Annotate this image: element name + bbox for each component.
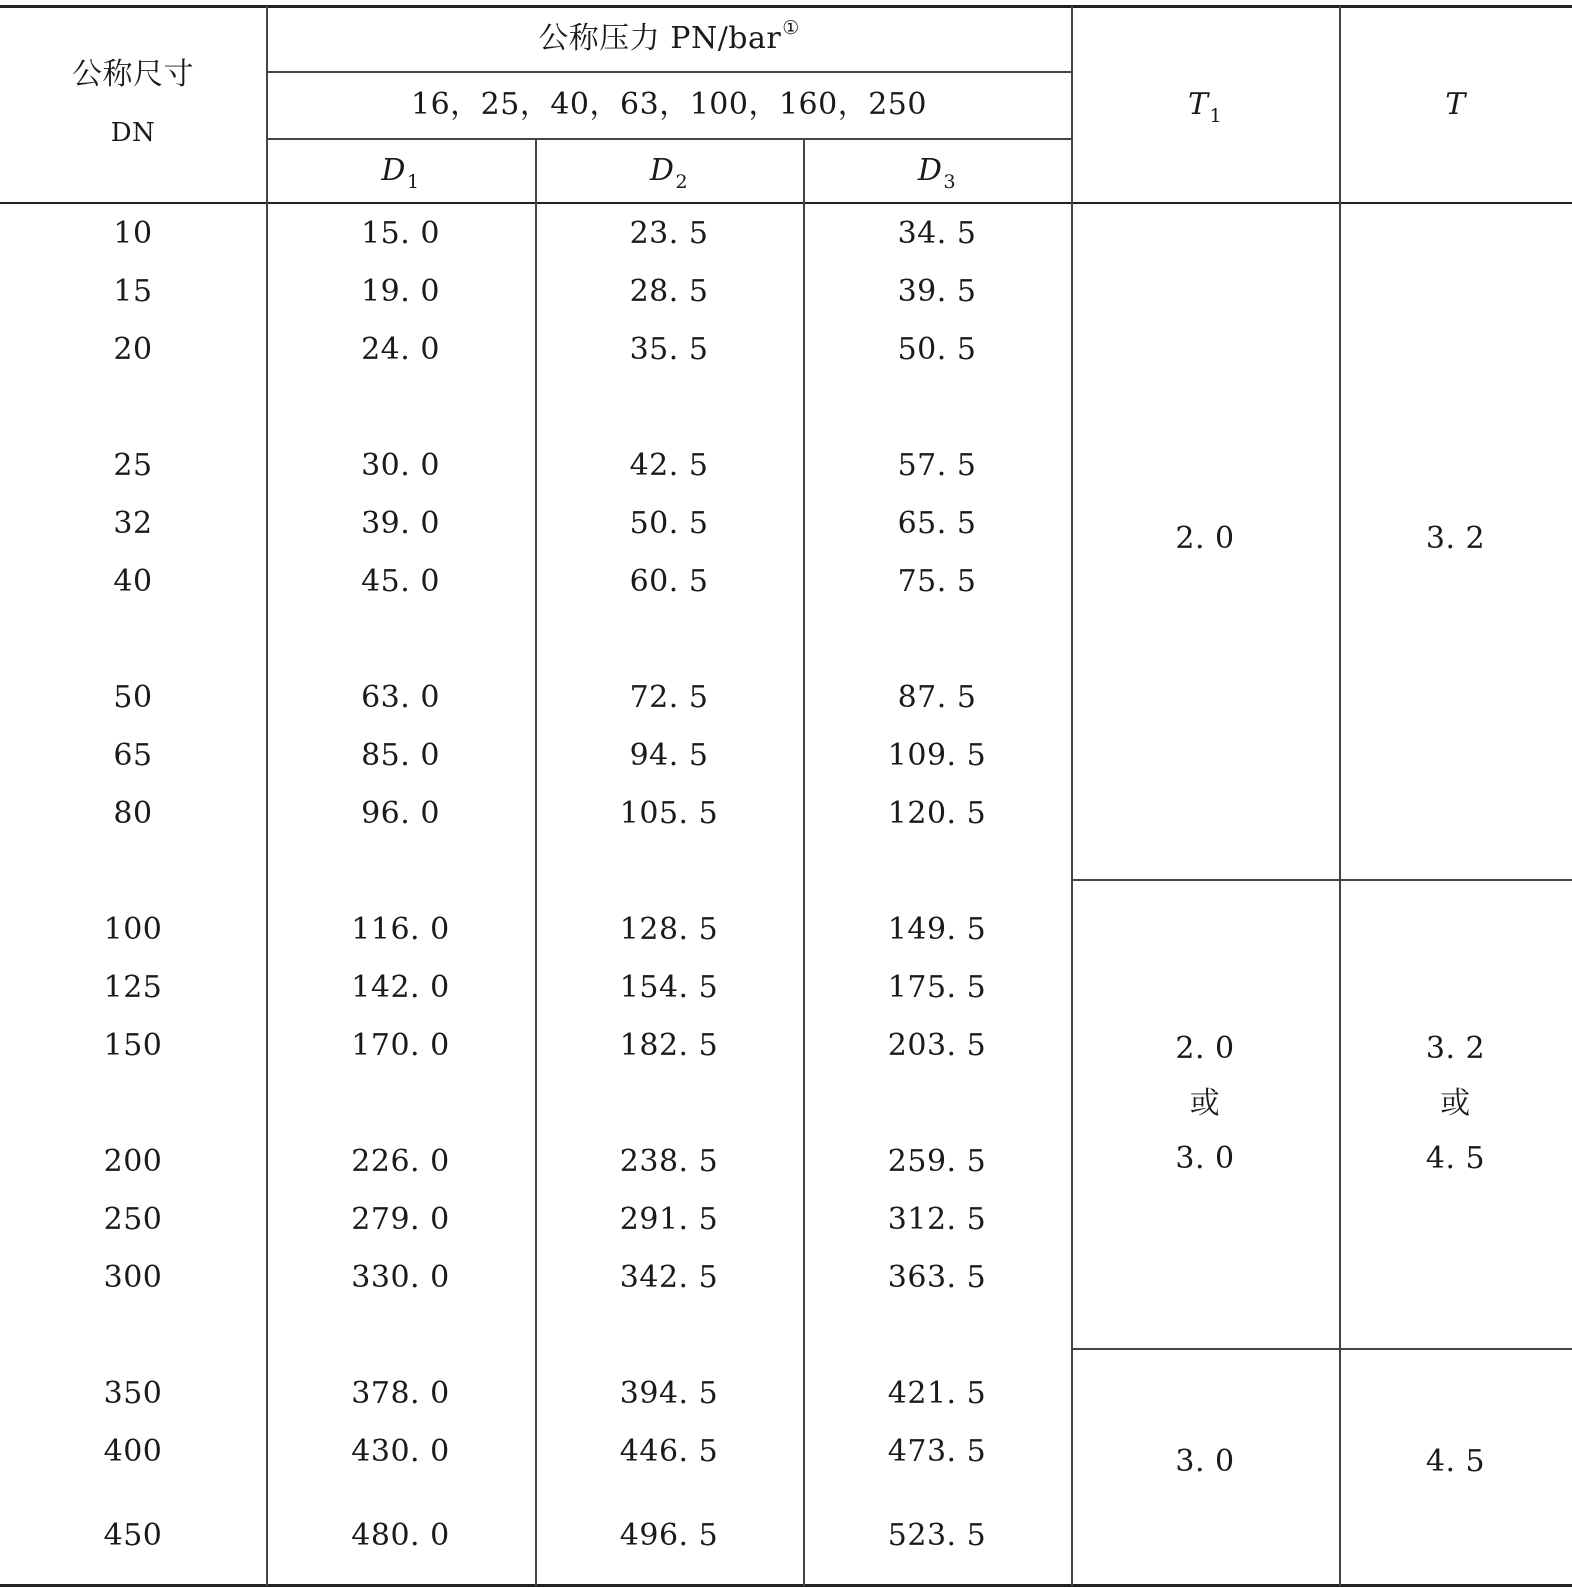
cell-d2: 182. 5 [619,1028,719,1063]
group-2-t: 3. 2 或 4. 5 [1425,1031,1486,1176]
cell-d3: 149. 5 [887,912,987,947]
cell-dn: 300 [103,1260,163,1295]
cell-d3: 39. 5 [897,274,977,309]
header-bottom-rule [0,202,1572,204]
header-divider-1 [266,71,1072,73]
group-3-t1: 3. 0 [1175,1444,1235,1479]
cell-d1: 39. 0 [361,506,440,541]
cell-dn: 15 [113,274,153,309]
cell-d3: 57. 5 [897,448,977,483]
header-d1: $D_1$ [381,153,420,193]
cell-dn: 400 [103,1434,163,1469]
column-divider-d3 [1071,6,1073,1586]
cell-dn: 80 [113,796,153,831]
cell-d1: 430. 0 [351,1434,450,1469]
cell-d2: 35. 5 [629,332,709,367]
cell-d2: 60. 5 [629,564,709,599]
cell-dn: 65 [113,738,153,773]
group-3-t: 4. 5 [1425,1444,1486,1479]
cell-dn: 50 [113,680,153,715]
cell-dn: 250 [103,1202,163,1237]
cell-d2: 394. 5 [619,1376,719,1411]
cell-d3: 120. 5 [887,796,987,831]
cell-d3: 421. 5 [887,1376,987,1411]
cell-dn: 32 [113,506,153,541]
cell-dn: 150 [103,1028,163,1063]
table-top-rule [0,5,1572,8]
column-divider-t1 [1339,6,1341,1586]
cell-dn: 40 [113,564,153,599]
cell-d2: 42. 5 [629,448,709,483]
header-t1: $T_1$ [1187,87,1223,127]
header-d3: $D_3$ [917,153,957,193]
cell-d1: 116. 0 [351,912,450,947]
header-size-label: 公称尺寸 [72,57,194,92]
cell-d1: 19. 0 [361,274,440,309]
cell-d2: 128. 5 [619,912,719,947]
cell-d3: 203. 5 [887,1028,987,1063]
cell-d1: 63. 0 [361,680,440,715]
cell-d2: 291. 5 [619,1202,719,1237]
cell-d2: 342. 5 [619,1260,719,1295]
cell-d3: 50. 5 [897,332,977,367]
cell-d3: 363. 5 [887,1260,987,1295]
cell-dn: 125 [103,970,163,1005]
cell-dn: 350 [103,1376,163,1411]
cell-d1: 45. 0 [361,564,440,599]
cell-d1: 24. 0 [361,332,440,367]
cell-d1: 96. 0 [361,796,440,831]
cell-d1: 85. 0 [361,738,440,773]
cell-d1: 378. 0 [351,1376,450,1411]
cell-d2: 154. 5 [619,970,719,1005]
header-t: T [1445,87,1466,122]
group-2-t1: 2. 0 或 3. 0 [1175,1031,1235,1176]
cell-d3: 175. 5 [887,970,987,1005]
cell-dn: 200 [103,1144,163,1179]
cell-d1: 142. 0 [351,970,450,1005]
group-divider-2 [1072,1348,1572,1350]
header-d2: $D_2$ [649,153,689,193]
cell-d3: 473. 5 [887,1434,987,1469]
cell-d3: 87. 5 [897,680,977,715]
header-pressure [266,17,1072,59]
cell-dn: 20 [113,332,153,367]
cell-d3: 109. 5 [887,738,987,773]
cell-d2: 72. 5 [629,680,709,715]
table-bottom-rule [0,1584,1572,1587]
group-divider-1 [1072,879,1572,881]
cell-d2: 446. 5 [619,1434,719,1469]
cell-d2: 238. 5 [619,1144,719,1179]
header-pressure-values: 16，25，40，63，100，160，250 [411,87,927,122]
cell-d1: 330. 0 [351,1260,450,1295]
cell-d1: 170. 0 [351,1028,450,1063]
cell-d2: 28. 5 [629,274,709,309]
header-pressure-label: 公称压力 PN/bar [538,21,782,56]
cell-d1: 279. 0 [351,1202,450,1237]
cell-dn: 100 [103,912,163,947]
cell-d3: 34. 5 [897,216,977,251]
cell-d3: 312. 5 [887,1202,987,1237]
cell-d3: 523. 5 [887,1518,987,1553]
header-size-unit: DN [110,118,156,148]
header-pressure-note: ① [782,17,800,39]
cell-d2: 496. 5 [619,1518,719,1553]
cell-d2: 23. 5 [629,216,709,251]
cell-d1: 226. 0 [351,1144,450,1179]
cell-d2: 94. 5 [629,738,709,773]
cell-dn: 25 [113,448,153,483]
header-divider-2 [266,138,1072,140]
group-1-t1: 2. 0 [1175,521,1235,556]
cell-d2: 105. 5 [619,796,719,831]
cell-d3: 65. 5 [897,506,977,541]
cell-d1: 30. 0 [361,448,440,483]
cell-d2: 50. 5 [629,506,709,541]
cell-d3: 75. 5 [897,564,977,599]
cell-d1: 480. 0 [351,1518,450,1553]
cell-dn: 10 [113,216,153,251]
cell-d1: 15. 0 [361,216,440,251]
cell-d3: 259. 5 [887,1144,987,1179]
group-1-t: 3. 2 [1425,521,1486,556]
cell-dn: 450 [103,1518,163,1553]
